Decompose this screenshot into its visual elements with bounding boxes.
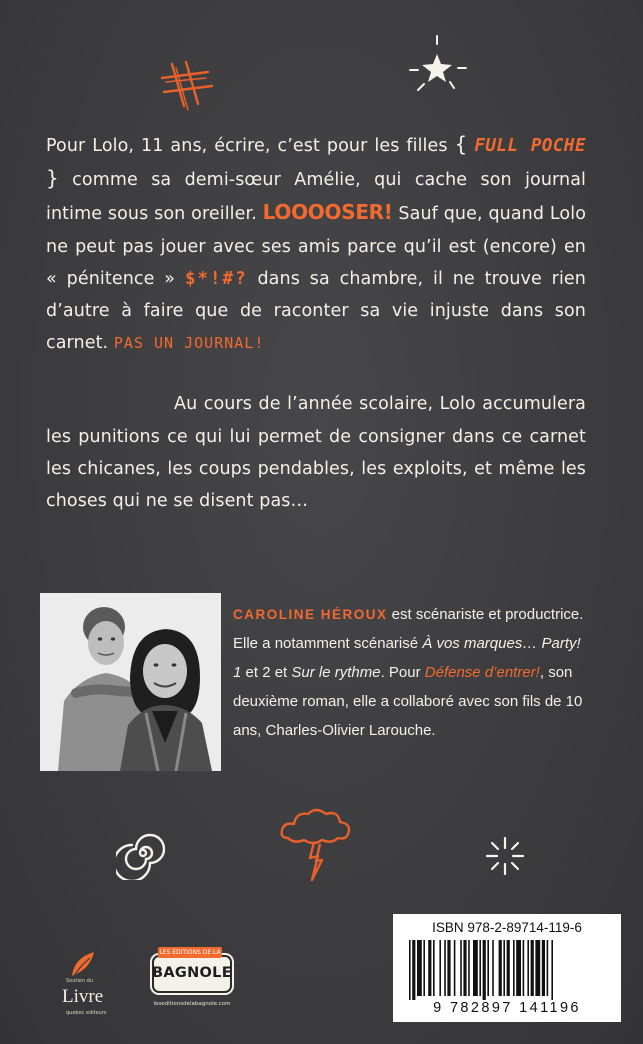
barcode-bar (463, 940, 466, 996)
barcode-bar (483, 940, 486, 1000)
hash-doodle-icon (158, 60, 216, 114)
bio-text: . Pour (380, 664, 425, 681)
author-bio (233, 600, 593, 745)
blurb-text: dans sa chambre, il ne trouve rien d’autre à faire que de raconter sa vie injuste dans son carnet. (46, 268, 586, 354)
bagnole-logo (148, 943, 234, 1013)
barcode-bar (417, 940, 422, 996)
author-name: CAROLINE HÉROUX (233, 607, 388, 622)
book-blurb (46, 128, 586, 517)
author-photo-image (40, 593, 221, 771)
author-photo (40, 593, 221, 771)
bio-title-1: À vos marques… Party! 1 (233, 635, 581, 681)
bio-text: , son deuxième roman, elle a collaboré avec son fils de 10 ans, Charles-Olivier Larouche. (233, 664, 583, 739)
full-poche-text: FULL POCHE (474, 136, 586, 156)
brace-close: } (46, 166, 59, 191)
livre-logo-top-text: Soutien du (66, 978, 93, 984)
livre-logo-text: Livre (62, 986, 104, 1007)
barcode-bar (547, 940, 549, 996)
barcode-bar (499, 940, 502, 996)
barcode-bar (412, 940, 415, 1000)
blurb-text: Pour Lolo, 11 ans, écrire, c’est pour les filles (46, 136, 455, 156)
barcode-bar (492, 940, 494, 996)
barcode-bar (428, 940, 431, 996)
barcode-bar (527, 940, 529, 996)
barcode-bar (513, 940, 515, 996)
livre-logo-bottom-text: quebec editeurs (66, 1010, 107, 1016)
bio-text: est scénariste et productrice. Elle a notamment scénarisé (233, 606, 584, 652)
leaf-icon (68, 950, 98, 980)
bio-text: et 2 et (241, 664, 292, 681)
sparkle-doodle-icon (483, 834, 527, 878)
blurb-paragraph-2: Au cours de l’année scolaire, Lolo accumulera les punitions ce qui lui permet de consigner dans ce carnet les chicanes, les coups pendables, les exploits, et même les choses qui ne se disent pas… (46, 394, 586, 512)
barcode-bar (409, 940, 411, 1000)
barcode-bar (531, 940, 534, 996)
barcode-digits: 9 782897 141196 (433, 1000, 581, 1016)
barcode-bar (551, 940, 553, 1000)
barcode-bar (542, 940, 545, 996)
isbn-number: ISBN 978-2-89714-119-6 (432, 920, 582, 935)
barcode-bar (454, 940, 456, 996)
bio-title-2: Sur le rythme (291, 664, 381, 681)
barcode-bar (535, 940, 540, 996)
barcode-bar (487, 940, 489, 996)
barcode-bar (439, 940, 441, 996)
livre-logo (46, 950, 126, 1025)
barcode-bar (507, 940, 510, 996)
spiral-doodle-icon (116, 826, 170, 880)
looser-text: LOOOOSER! (262, 200, 393, 225)
barcode-bar (503, 940, 505, 996)
barcode-bar (523, 940, 525, 996)
barcode-bar (423, 940, 425, 996)
barcode-bar (444, 940, 446, 996)
barcode-bar (473, 940, 478, 996)
pas-un-journal-text: PAS UN JOURNAL! (113, 334, 265, 353)
barcode-bar (468, 940, 470, 996)
barcode-bar (447, 940, 450, 996)
bagnole-url: leseditionsdelabagnole.com (153, 1001, 231, 1007)
barcode-label (393, 914, 621, 1022)
barcode-bar (479, 940, 481, 996)
curse-symbols: $*!#? (184, 268, 248, 289)
blurb-paragraph-1 (46, 128, 586, 359)
bagnole-logo-text: BAGNOLE (152, 965, 232, 981)
barcode-bar (433, 940, 435, 996)
bagnole-logo-top-text: LES ÉDITIONS DE LA (159, 949, 221, 956)
blurb-text: comme sa demi-sœur Amélie, qui cache son journal intime sous son oreiller. (46, 170, 586, 225)
barcode-bar (460, 940, 462, 996)
blurb-text: Sauf que, quand Lolo ne peut pas jouer avec ses amis parce qu’il est (encore) en « pénitence » (46, 204, 587, 289)
star-doodle-icon (402, 32, 472, 100)
storm-cloud-doodle-icon (276, 804, 356, 888)
bio-title-3: Défense d’entrer! (424, 664, 540, 681)
brace-open: { (454, 132, 468, 156)
barcode-bar (516, 940, 521, 996)
barcode-bars (407, 940, 607, 1000)
